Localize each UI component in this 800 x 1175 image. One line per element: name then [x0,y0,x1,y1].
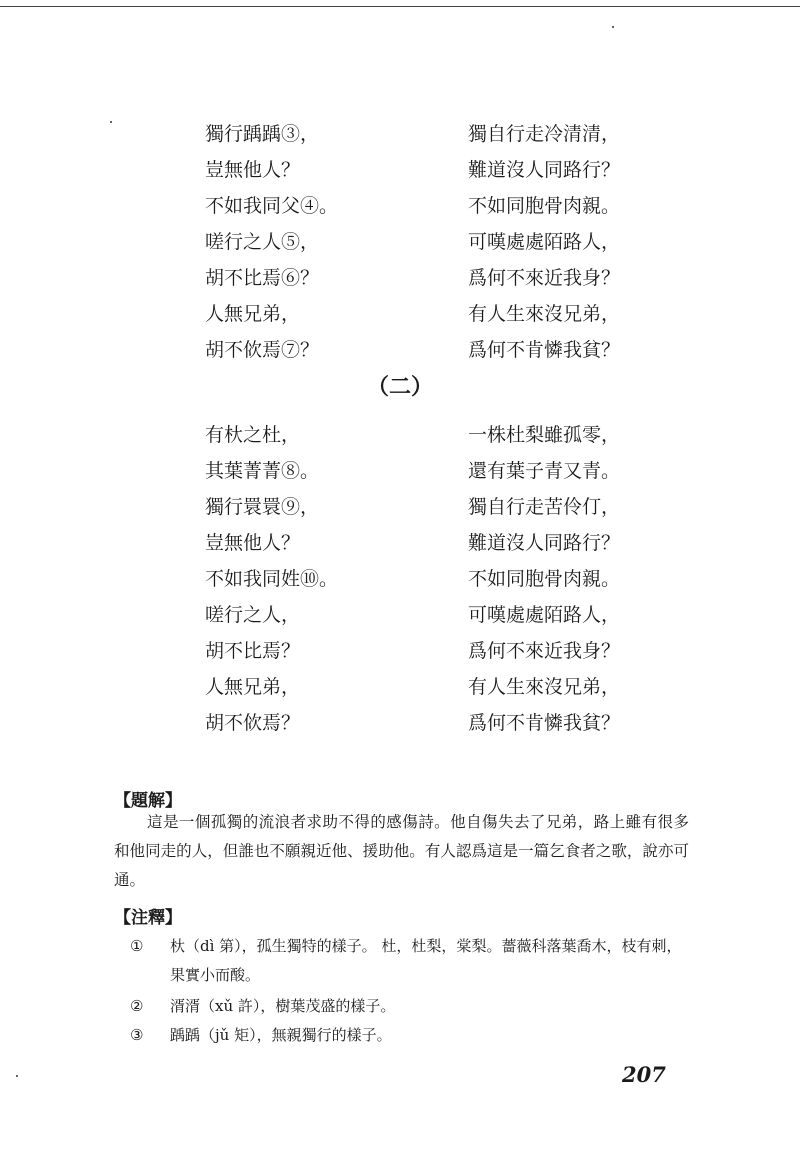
translation-verse: 有人生來沒兄弟， [468,676,621,698]
original-verse: 豈無他人？ [205,532,301,554]
scan-speck [612,26,614,28]
translation-verse: 爲何不肯憐我貧？ [468,712,621,734]
translation-verse: 不如同胞骨肉親。 [468,195,621,217]
note-number: ② [130,997,144,1015]
translation-verse: 還有葉子青又青。 [468,460,621,482]
verse-line [0,188,800,224]
note-item [130,992,690,1021]
top-border-line [0,6,800,7]
translation-verse: 難道沒人同路行？ [468,532,621,554]
verse-line [0,453,800,489]
note-item [130,1021,690,1050]
verse-line [0,296,800,332]
notes-heading: 【注釋】 [114,908,182,928]
page-number: 207 [622,1062,666,1087]
original-verse: 其葉菁菁⑧。 [205,460,320,482]
verse-line [0,417,800,453]
translation-verse: 可嘆處處陌路人， [468,231,621,253]
stanza-two [0,417,800,741]
verse-line [0,633,800,669]
original-verse: 胡不比焉？ [205,640,301,662]
note-text: 杕（dì 第），孤生獨特的樣子。 杜，杜梨，棠梨。薔薇科落葉喬木，枝有刺，果實小而酸。 [170,937,682,984]
verse-line [0,260,800,296]
original-verse: 不如我同父④。 [205,195,339,217]
translation-verse: 爲何不來近我身？ [468,640,621,662]
original-verse: 嗟行之人， [205,604,301,626]
verse-line [0,705,800,741]
translation-verse: 獨自行走苦伶仃， [468,496,621,518]
original-verse: 人無兄弟， [205,676,301,698]
verse-line [0,561,800,597]
scan-speck [110,121,112,123]
original-verse: 胡不佽焉⑦？ [205,339,320,361]
translation-verse: 一株杜梨雖孤零， [468,424,621,446]
original-verse: 嗟行之人⑤， [205,231,320,253]
scan-speck [16,1075,18,1077]
translation-verse: 可嘆處處陌路人， [468,604,621,626]
translation-verse: 爲何不來近我身？ [468,267,621,289]
original-verse: 胡不比焉⑥？ [205,267,320,289]
tijie-heading: 【題解】 [114,791,182,811]
verse-line [0,152,800,188]
original-verse: 不如我同姓⑩。 [205,568,339,590]
verse-line [0,525,800,561]
note-text: 踽踽（jǔ 矩），無親獨行的樣子。 [170,1026,392,1044]
verse-line [0,489,800,525]
translation-verse: 爲何不肯憐我貧？ [468,339,621,361]
verse-line [0,116,800,152]
original-verse: 獨行踽踽③， [205,123,320,145]
stanza-one [0,116,800,368]
note-number: ③ [130,1026,144,1044]
translation-verse: 難道沒人同路行？ [468,159,621,181]
verse-line [0,332,800,368]
original-verse: 有杕之杜， [205,424,301,446]
original-verse: 豈無他人？ [205,159,301,181]
note-item [130,932,690,990]
translation-verse: 有人生來沒兄弟， [468,303,621,325]
section-two-label: （二） [366,374,433,400]
original-verse: 人無兄弟， [205,303,301,325]
note-number: ① [130,937,144,955]
translation-verse: 獨自行走冷清清， [468,123,621,145]
tijie-paragraph: 這是一個孤獨的流浪者求助不得的感傷詩。他自傷失去了兄弟，路上雖有很多和他同走的人，但誰也不願親近他、援助他。有人認爲這是一篇乞食者之歌，說亦可通。 [114,813,689,889]
verse-line [0,597,800,633]
translation-verse: 不如同胞骨肉親。 [468,568,621,590]
verse-line [0,224,800,260]
note-text: 湑湑（xǔ 許），樹葉茂盛的樣子。 [170,997,396,1015]
original-verse: 胡不佽焉？ [205,712,301,734]
verse-line [0,669,800,705]
original-verse: 獨行睘睘⑨， [205,496,320,518]
